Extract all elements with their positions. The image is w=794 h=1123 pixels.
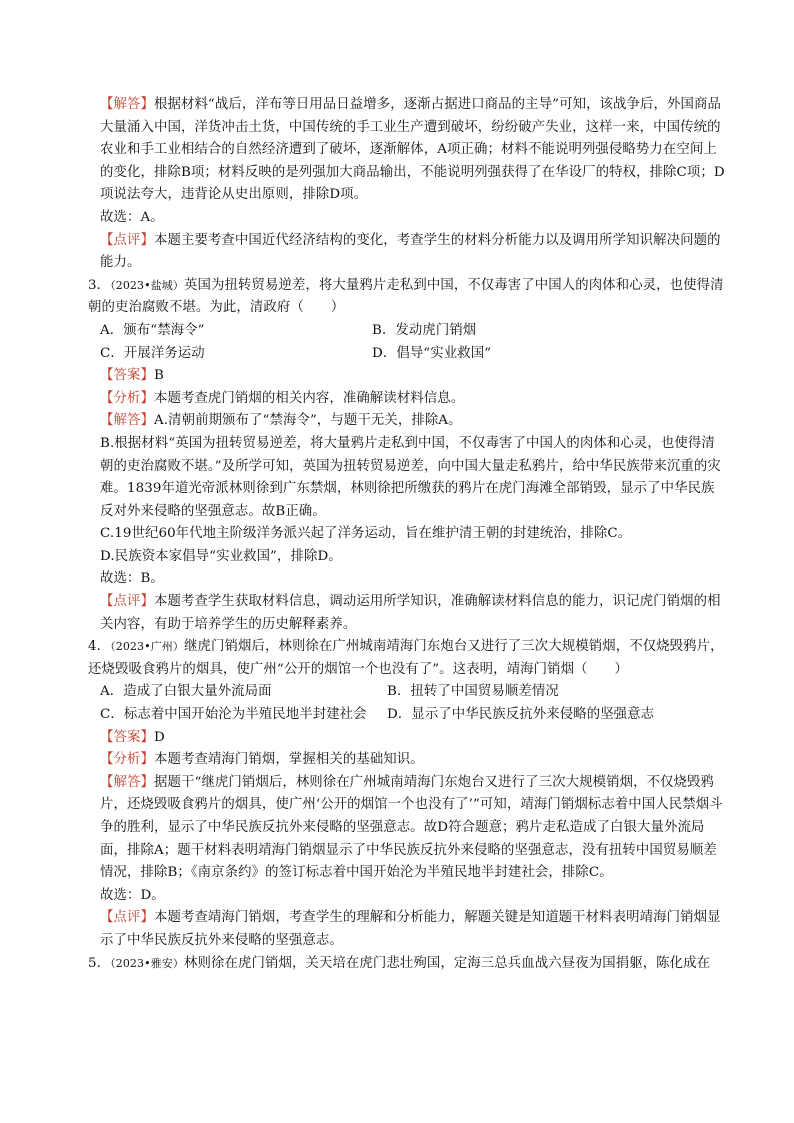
- comment-text: 本题考查学生获取材料信息，调动运用所学知识，准确解读材料信息的能力，识记虎门销烟的相关内容，有助于培养学生的历史解释素养。: [100, 594, 721, 632]
- option-d[interactable]: D．显示了中华民族反抗外来侵略的坚强意志: [387, 707, 655, 723]
- question-number: 4．: [88, 639, 111, 655]
- solution-line: [88, 410, 728, 433]
- option-a[interactable]: A．造成了白银大量外流局面: [100, 684, 272, 700]
- option-c[interactable]: C．开展洋务运动: [100, 345, 205, 361]
- option-a[interactable]: A．颁布“禁海令”: [100, 322, 205, 338]
- analysis-line: [88, 749, 728, 772]
- question-source: （2023•盐城）: [110, 278, 185, 292]
- analysis-line: [88, 388, 728, 411]
- comment-tag: 【点评】: [100, 232, 154, 248]
- question-4-stem: [88, 636, 728, 681]
- answer-tag: 【答案】: [100, 368, 154, 384]
- comment-paragraph: [88, 230, 728, 275]
- question-source: （2023•雅安）: [110, 956, 185, 970]
- analysis-tag: 【分析】: [100, 390, 154, 406]
- comment-paragraph: [88, 907, 728, 952]
- comment-text: 本题主要考查中国近代经济结构的变化，考查学生的材料分析能力以及调用所学知识解决问题的能力。: [100, 232, 721, 271]
- option-c[interactable]: C．标志着中国开始沦为半殖民地半封建社会: [100, 707, 367, 723]
- solution-tag: 【解答】: [100, 97, 154, 112]
- comment-tag: 【点评】: [100, 594, 154, 610]
- solution-paragraph: [88, 772, 728, 885]
- question-text: 英国为扭转贸易逆差，将大量鸦片走私到中国，不仅毒害了中国人的肉体和心灵，也使得清朝的吏治腐败不堪。为此，清政府（ ）: [88, 277, 724, 316]
- document-page: [88, 94, 728, 975]
- option-b[interactable]: B．扭转了中国贸易顺差情况: [387, 684, 559, 700]
- question-3-stem: [88, 275, 728, 320]
- answer-tag: 【答案】: [100, 729, 154, 745]
- question-number: 5．: [88, 955, 111, 971]
- solution-text: 据题干“继虎门销烟后，林则徐在广州城南靖海门东炮台又进行了三次大规模销烟，不仅烧毁鸦片，还烧毁吸食鸦片的烟具，使广州‘公开的烟馆一个也没有了’”可知，靖海门销烟标志着中国人民禁烟斗争的胜利，显示了中华民族反抗外来侵略的坚强意志。故D符合题意；鸦片走私造成了白银大量外流局面，排除A；题干材料表明靖海门销烟显示了中华民族反抗外来侵略的坚强意志，没有扭转中国贸易顺差情况，排除B；《南京条约》的签订标志着中国开始沦为半殖民地半封建社会，排除C。: [100, 774, 723, 881]
- comment-text: 本题考查靖海门销烟，考查学生的理解和分析能力，解题关键是知道题干材料表明靖海门销烟显示了中华民族反抗外来侵略的坚强意志。: [100, 910, 721, 948]
- choose-line: 故选：B。: [100, 571, 164, 587]
- question-text: 林则徐在虎门销烟，关天培在虎门悲壮殉国，定海三总兵血战六昼夜为国捐躯，陈化成在: [184, 955, 711, 971]
- question-source: （2023•广州）: [110, 640, 185, 654]
- analysis-text: 本题考查靖海门销烟，掌握相关的基础知识。: [153, 752, 424, 768]
- comment-tag: 【点评】: [100, 910, 154, 926]
- answer-value: D: [153, 729, 165, 745]
- choose-line: 故选：A。: [100, 209, 164, 225]
- analysis-text: 本题考查虎门销烟的相关内容，准确解读材料信息。: [153, 390, 465, 406]
- solution-paragraph-c: C.19世纪60年代地主阶级洋务派兴起了洋务运动，旨在维护清王朝的封建统治，排除C。: [100, 526, 632, 542]
- comment-paragraph: [88, 591, 728, 636]
- question-4-options-row-2: [88, 704, 728, 727]
- solution-text: 根据材料“战后，洋布等日用品日益增多，逐渐占据进口商品的主导”可知，该战争后，外国商品大量涌入中国，洋货冲击土货，中国传统的手工业生产遭到破坏，纷纷破产失业，这样一来，中国传统的农业和手工业相结合的自然经济遭到了破坏，逐渐解体，A项正确；材料不能说明列强侵略势力在空间上的变化，排除B项；材料反映的是列强加大商品输出，不能说明列强获得了在华设厂的特权，排除C项；D项说法夸大，违背论从史出原则，排除D项。: [100, 97, 725, 203]
- solution-paragraph-b: B.根据材料“英国为扭转贸易逆差，将大量鸦片走私到中国，不仅毒害了中国人的肉体和心灵，也使得清朝的吏治腐败不堪。”及所学可知，英国为扭转贸易逆差，向中国大量走私鸦片，给中华民族带来沉重的灾难。1839年道光帝派林则徐到广东禁烟，林则徐把所缴获的鸦片在虎门海滩全部销毁，显示了中华民族反对外来侵略的坚强意志。故B正确。: [100, 435, 721, 519]
- question-3-options-row-2: [88, 343, 728, 366]
- answer-value: B: [153, 368, 164, 384]
- option-b[interactable]: B．发动虎门销烟: [372, 322, 477, 338]
- question-3-options-row-1: [88, 320, 728, 343]
- option-d[interactable]: D．倡导“实业救国”: [372, 345, 492, 361]
- question-5-stem: [88, 953, 728, 976]
- question-text: 继虎门销烟后，林则徐在广州城南靖海门东炮台又进行了三次大规模销烟，不仅烧毁鸦片，还烧毁吸食鸦片的烟具，使广州“公开的烟馆一个也没有了”。这表明，靖海门销烟（ ）: [88, 639, 724, 677]
- analysis-tag: 【分析】: [100, 752, 154, 768]
- solution-tag: 【解答】: [100, 774, 154, 790]
- answer-line: [88, 365, 728, 388]
- choose-line: 故选：D。: [100, 887, 165, 903]
- solution-paragraph: [88, 94, 728, 207]
- solution-paragraph-d: D.民族资本家倡导“实业救国”，排除D。: [100, 548, 342, 564]
- solution-tag: 【解答】: [100, 413, 154, 429]
- solution-text: A.清朝前期颁布了“禁海令”，与题干无关，排除A。: [153, 413, 462, 429]
- question-number: 3．: [88, 277, 111, 293]
- answer-line: [88, 727, 728, 750]
- question-4-options-row-1: [88, 681, 728, 704]
